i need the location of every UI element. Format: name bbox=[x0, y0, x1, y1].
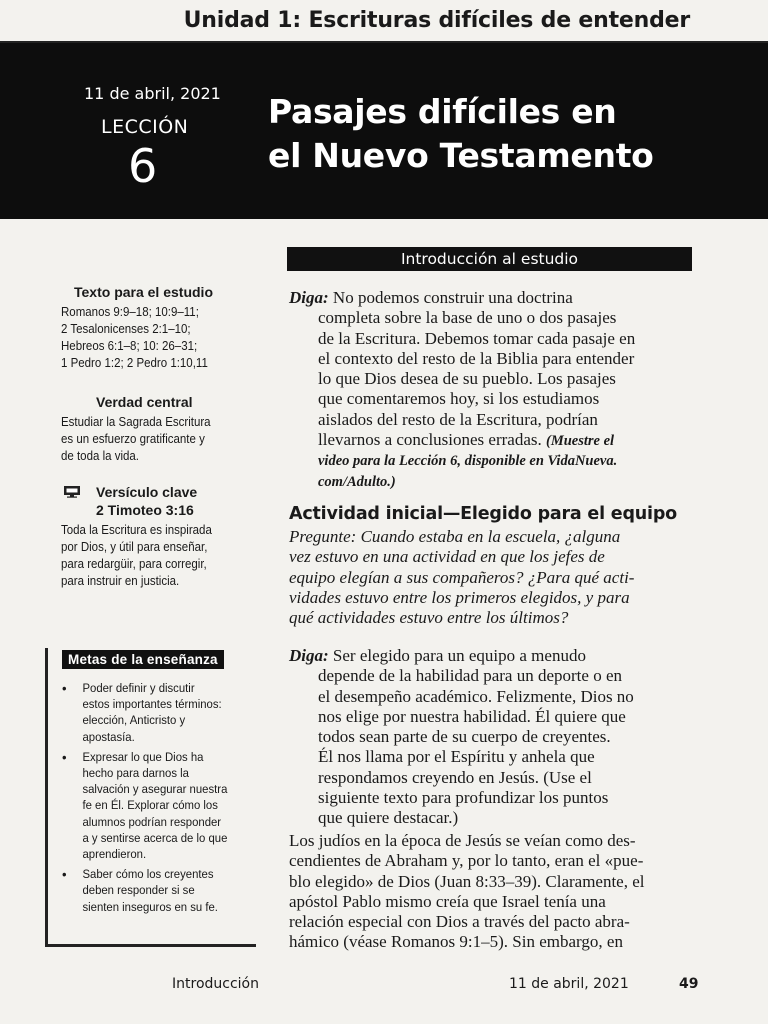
metas-line: fe en Él. Explorar cómo los bbox=[82, 798, 218, 813]
diga-label: Diga: bbox=[289, 646, 329, 665]
screen-icon bbox=[64, 486, 80, 498]
para-line: cendientes de Abraham y, por lo tanto, eran el «pue- bbox=[289, 851, 644, 871]
texto-line: Romanos 9:9–18; 10:9–11; bbox=[61, 305, 199, 319]
activity-heading: Actividad inicial—Elegido para el equipo bbox=[289, 504, 677, 524]
metas-item bbox=[62, 680, 273, 745]
para-line: relación especial con Dios a través del pacto abra- bbox=[289, 912, 630, 932]
para-line: que quiere destacar.) bbox=[318, 808, 459, 828]
texto-line: 1 Pedro 1:2; 2 Pedro 1:10,11 bbox=[61, 356, 208, 370]
metas-heading: Metas de la enseñanza bbox=[62, 650, 224, 669]
para-line: qué actividades estuvo entre los últimos? bbox=[289, 608, 569, 628]
paragraph-pregunte bbox=[289, 527, 696, 628]
para-line: que comentaremos hoy, si los estudiamos bbox=[318, 389, 600, 409]
versiculo-line: para redargüir, para corregir, bbox=[61, 557, 207, 571]
lesson-title-line: Pasajes difíciles en bbox=[268, 92, 617, 131]
texto-line: 2 Tesalonicenses 2:1–10; bbox=[61, 322, 191, 336]
para-line: depende de la habilidad para un deporte o en bbox=[318, 666, 622, 686]
para-line: siguiente texto para profundizar los puntos bbox=[318, 788, 609, 808]
metas-line: • Expresar lo que Dios ha bbox=[82, 749, 204, 764]
metas-line: hecho para darnos la bbox=[82, 766, 189, 781]
unit-title: Unidad 1: Escrituras difíciles de entender bbox=[183, 8, 690, 33]
verdad-central-heading: Verdad central bbox=[96, 394, 193, 410]
metas-line: alumnos podrían responder bbox=[82, 814, 222, 829]
metas-line: sienten inseguros en su fe. bbox=[82, 899, 218, 914]
para-line: blo elegido» de Dios (Juan 8:33–39). Claramente, el bbox=[289, 871, 645, 891]
para-line: equipo elegían a sus compañeros? ¿Para qué acti- bbox=[289, 567, 635, 587]
para-line bbox=[289, 288, 696, 308]
lesson-title bbox=[268, 90, 654, 178]
lesson-label: LECCIÓN bbox=[101, 116, 189, 138]
video-note-line: video para la Lección 6, disponible en VidaNueva. bbox=[318, 453, 618, 470]
metas-item bbox=[62, 866, 273, 915]
para-line: completa sobre la base de uno o dos pasajes bbox=[318, 308, 617, 328]
para-line: todos sean parte de su cuerpo de creyentes. bbox=[318, 727, 611, 747]
para-line: vidades estuvo entre los primeros elegidos, y para bbox=[289, 587, 630, 607]
video-note: (Muestre el bbox=[546, 433, 615, 450]
para-line: hámico (véase Romanos 9:1–5). Sin embargo, en bbox=[289, 932, 623, 952]
para-line: vez estuvo en una actividad en que los jefes de bbox=[289, 547, 605, 567]
footer-date: 11 de abril, 2021 bbox=[509, 976, 629, 992]
para-line: el desempeño académico. Felizmente, Dios no bbox=[318, 686, 634, 706]
para-line bbox=[289, 646, 696, 666]
para-line: Los judíos en la época de Jesús se veían como des- bbox=[289, 831, 636, 850]
verdad-line: de toda la vida. bbox=[61, 449, 140, 463]
video-note-line: com/Adulto.) bbox=[318, 473, 396, 490]
versiculo-clave-body bbox=[61, 522, 263, 590]
versiculo-line: para instruir en justicia. bbox=[61, 574, 180, 588]
metas-line: aprendieron. bbox=[82, 847, 147, 862]
metas-list bbox=[62, 680, 262, 919]
para-text: llevarnos a conclusiones erradas. bbox=[318, 430, 546, 450]
metas-item bbox=[62, 749, 273, 862]
verdad-central-body bbox=[61, 414, 263, 465]
versiculo-reference: 2 Timoteo 3:16 bbox=[96, 502, 194, 518]
para-line: aislados del resto de la Escritura, podrían bbox=[318, 409, 598, 429]
para-line: de la Escritura. Debemos tomar cada pasaje en bbox=[318, 328, 636, 348]
lesson-number: 6 bbox=[128, 139, 158, 193]
verdad-line: es un esfuerzo gratificante y bbox=[61, 432, 205, 446]
paragraph-judios bbox=[289, 831, 696, 953]
para-line: nos elige por nuestra habilidad. Él quiere que bbox=[318, 706, 626, 726]
versiculo-clave-heading: Versículo clave bbox=[96, 484, 198, 500]
para-line: Pregunte: Cuando estaba en la escuela, ¿alguna bbox=[289, 527, 621, 546]
metas-line: deben responder si se bbox=[82, 883, 195, 898]
texto-line: Hebreos 6:1–8; 10: 26–31; bbox=[61, 339, 198, 353]
metas-line: • Poder definir y discutir bbox=[82, 681, 195, 695]
lesson-title-line: el Nuevo Testamento bbox=[268, 136, 654, 175]
lesson-date: 11 de abril, 2021 bbox=[84, 84, 221, 103]
paragraph-diga-2 bbox=[289, 646, 696, 829]
metas-line: apostasía. bbox=[82, 729, 135, 744]
para-line: lo que Dios desea de su pueblo. Los pasajes bbox=[318, 369, 616, 389]
para-line bbox=[289, 430, 696, 451]
texto-estudio-heading: Texto para el estudio bbox=[74, 284, 213, 300]
texto-estudio-body bbox=[61, 304, 263, 372]
versiculo-line: por Dios, y útil para enseñar, bbox=[61, 540, 208, 554]
verdad-line: Estudiar la Sagrada Escritura bbox=[61, 415, 211, 429]
para-text: Ser elegido para un equipo a menudo bbox=[328, 646, 586, 665]
metas-line: a y sentirse acerca de lo que bbox=[82, 830, 228, 845]
para-line: respondamos creyendo en Jesús. (Use el bbox=[318, 767, 592, 787]
metas-line: elección, Anticristo y bbox=[82, 713, 186, 728]
para-line: Él nos llama por el Espíritu y anhela que bbox=[318, 747, 595, 767]
metas-line: estos importantes términos: bbox=[82, 697, 222, 712]
para-line: apóstol Pablo mismo creía que Israel tenía una bbox=[289, 891, 606, 911]
para-text: No podemos construir una doctrina bbox=[328, 288, 573, 307]
metas-line: salvación y asegurar nuestra bbox=[82, 782, 228, 797]
lesson-banner bbox=[0, 43, 768, 219]
intro-heading: Introducción al estudio bbox=[287, 247, 692, 271]
footer-section: Introducción bbox=[172, 976, 259, 992]
para-line: el contexto del resto de la Biblia para entender bbox=[318, 348, 635, 368]
paragraph-intro bbox=[289, 288, 696, 492]
page-number: 49 bbox=[679, 976, 699, 992]
versiculo-line: Toda la Escritura es inspirada bbox=[61, 523, 212, 537]
diga-label: Diga: bbox=[289, 288, 329, 307]
metas-line: • Saber cómo los creyentes bbox=[82, 867, 214, 882]
